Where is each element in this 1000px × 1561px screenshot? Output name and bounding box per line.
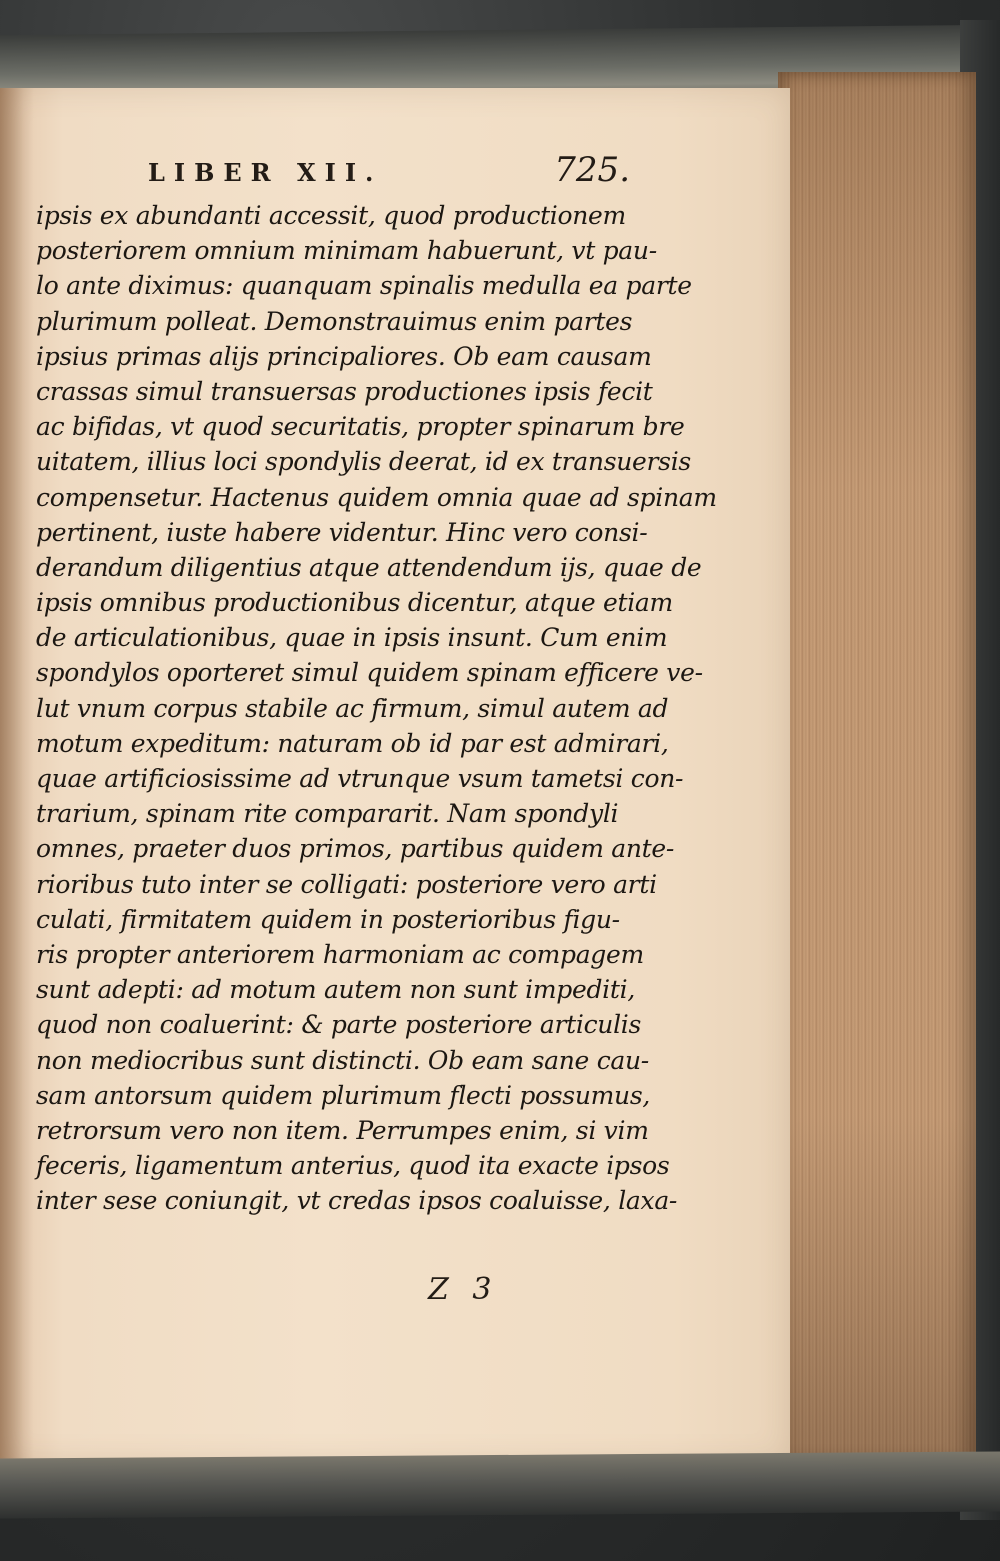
text-line: non mediocribus sunt distincti. Ob eam sane cau-: [36, 1045, 649, 1075]
running-head: [40, 150, 630, 196]
text-line: culati, firmitatem quidem in posterioribus figu-: [36, 904, 620, 934]
text-line: uitatem, illius loci spondylis deerat, id ex transuersis: [36, 447, 691, 477]
text-line: ipsis ex abundanti accessit, quod productionem: [36, 201, 626, 230]
signature-mark: Z 3: [428, 1272, 492, 1307]
text-line: quae artificiosissime ad vtrunque vsum tametsi con-: [36, 764, 684, 793]
text-line: plurimum polleat. Demonstrauimus enim partes: [36, 306, 633, 336]
book-cover-bottom: [0, 1452, 1000, 1519]
text-line: omnes, praeter duos primos, partibus quidem ante-: [36, 834, 675, 864]
text-line: sam antorsum quidem plurimum flecti possumus,: [36, 1080, 651, 1110]
text-line: lo ante diximus: quanquam spinalis medulla ea parte: [36, 271, 692, 301]
text-line: inter sese coniungit, vt credas ipsos coaluisse, laxa-: [36, 1186, 678, 1216]
text-line: quod non coaluerint: & parte posteriore articulis: [36, 1010, 642, 1040]
text-line: trarium, spinam rite compararit. Nam spondyli: [36, 799, 619, 829]
folio-number: 725.: [554, 150, 630, 190]
text-line: ac bifidas, vt quod securitatis, propter spinarum bre: [36, 412, 685, 442]
text-line: sunt adepti: ad motum autem non sunt impediti,: [36, 975, 635, 1005]
text-line: compensetur. Hactenus quidem omnia quae ad spinam: [36, 482, 717, 512]
text-line: de articulationibus, quae in ipsis insunt. Cum enim: [36, 623, 668, 653]
text-line: pertinent, iuste habere videntur. Hinc vero consi-: [36, 517, 648, 547]
text-line: rioribus tuto inter se colligati: posteriore vero arti: [36, 869, 657, 899]
text-line: ipsius primas alijs principaliores. Ob eam causam: [36, 341, 652, 371]
text-line: spondylos oporteret simul quidem spinam efficere ve-: [36, 658, 703, 688]
body-text: [36, 198, 717, 1218]
text-line: derandum diligentius atque attendendum ijs, quae de: [36, 552, 702, 582]
text-line: crassas simul transuersas productiones ipsis fecit: [36, 376, 653, 406]
running-head-title: LIBER XII.: [148, 158, 383, 187]
text-line: motum expeditum: naturam ob id par est admirari,: [36, 728, 669, 758]
text-line: posteriorem omnium minimam habuerunt, vt pau-: [36, 236, 657, 266]
gutter-shadow: [0, 88, 34, 1463]
text-line: ris propter anteriorem harmoniam ac compagem: [36, 939, 644, 969]
text-line: retrorsum vero non item. Perrumpes enim, si vim: [36, 1115, 649, 1145]
text-line: ipsis omnibus productionibus dicentur, atque etiam: [36, 588, 673, 618]
text-line: feceris, ligamentum anterius, quod ita exacte ipsos: [36, 1151, 670, 1181]
page-fore-edge: [778, 72, 976, 1464]
text-line: lut vnum corpus stabile ac firmum, simul autem ad: [36, 693, 669, 723]
